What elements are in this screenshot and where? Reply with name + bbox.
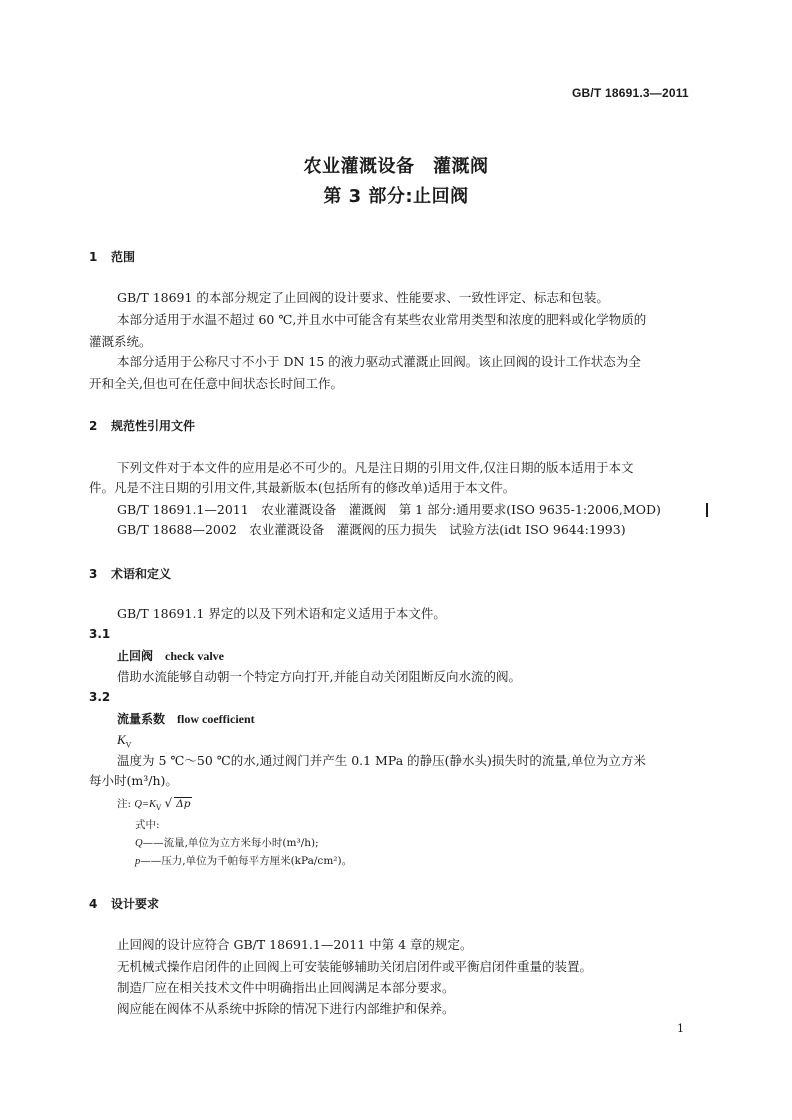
variable-description: ——流量,单位为立方米每小时(m³/h);: [142, 837, 319, 849]
term-chinese: 止回阀: [117, 649, 154, 663]
paragraph-continuation: 开和全关,但也可在任意中间状态长时间工作。: [89, 376, 343, 391]
section-1-heading: [89, 248, 135, 265]
term-definition-continuation: 每小时(m³/h)。: [89, 773, 178, 788]
note-where: 式中:: [135, 819, 160, 831]
variable-symbol: p: [135, 856, 141, 867]
paragraph: 阀应能在阀体不从系统中拆除的情况下进行内部维护和保养。: [117, 1001, 455, 1016]
page-number: 1: [677, 1022, 684, 1035]
document-subtitle: 第 3 部分:止回阀: [323, 186, 469, 207]
term-entry: [117, 647, 224, 664]
paragraph: 无机械式操作启闭件的止回阀上可安装能够辅助关闭启闭件或平衡启闭件重量的装置。: [117, 959, 593, 974]
symbol-subscript: V: [125, 740, 132, 750]
note-label: 注:: [117, 798, 132, 810]
section-title: 规范性引用文件: [111, 419, 196, 433]
paragraph-continuation: 灌溉系统。: [89, 334, 152, 349]
paragraph: GB/T 18691 的本部分规定了止回阀的设计要求、性能要求、一致性评定、标志和包装。: [117, 290, 609, 305]
symbol-k: K: [117, 732, 126, 747]
section-3-heading: [89, 565, 171, 582]
term-definition: 借助水流能够自动朝一个特定方向打开,并能自动关闭阻断反向水流的阀。: [117, 669, 521, 684]
section-number: 2: [89, 419, 98, 433]
section-number: 1: [89, 250, 98, 264]
note-formula: 注: $Q=K_V$ √ Δp: [117, 796, 191, 813]
section-title: 术语和定义: [111, 567, 172, 581]
section-2-heading: [89, 417, 195, 434]
paragraph-continuation: 件。凡是不注日期的引用文件,其最新版本(包括所有的修改单)适用于本文件。: [89, 480, 516, 495]
paragraph: 本部分适用于公称尺寸不小于 DN 15 的液力驱动式灌溉止回阀。该止回阀的设计工作状态为全: [117, 354, 641, 369]
section-title: 设计要求: [111, 897, 160, 911]
variable-description: ——压力,单位为千帕每平方厘米(kPa/cm²)。: [140, 855, 353, 867]
formula-subscript: V: [156, 804, 162, 813]
section-title: 范围: [111, 250, 136, 264]
note-variable-q: [135, 835, 319, 850]
paragraph: 制造厂应在相关技术文件中明确指出止回阀满足本部分要求。: [117, 980, 455, 995]
variable-symbol: Q: [135, 838, 143, 849]
term-english: check valve: [165, 649, 225, 663]
paragraph: 下列文件对于本文件的应用是必不可少的。凡是注日期的引用文件,仅注日期的版本适用于本文: [117, 460, 634, 475]
term-number: 3.1: [89, 627, 111, 641]
revision-bar: [706, 503, 708, 517]
document-title: 农业灌溉设备 灌溉阀: [303, 156, 489, 177]
term-entry: [117, 710, 255, 727]
section-4-heading: [89, 895, 159, 912]
term-english: flow coefficient: [177, 712, 255, 726]
paragraph: 止回阀的设计应符合 GB/T 18691.1—2011 中第 4 章的规定。: [117, 937, 473, 952]
section-number: 4: [89, 897, 98, 911]
term-chinese: 流量系数: [117, 712, 166, 726]
note-variable-p: [135, 853, 352, 868]
formula-lhs: Q=K: [134, 799, 157, 810]
standard-number: GB/T 18691.3—2011: [572, 86, 689, 100]
paragraph: GB/T 18691.1 界定的以及下列术语和定义适用于本文件。: [117, 606, 446, 621]
paragraph: 本部分适用于水温不超过 60 ℃,并且水中可能含有某些农业常用类型和浓度的肥料或化学物质的: [117, 312, 647, 327]
section-number: 3: [89, 567, 98, 581]
reference-item: GB/T 18691.1—2011 农业灌溉设备 灌溉阀 第 1 部分:通用要求(ISO 9635-1:2006,MOD): [117, 502, 661, 517]
term-definition: 温度为 5 ℃～50 ℃的水,通过阀门并产生 0.1 MPa 的静压(静水头)损失时的流量,单位为立方米: [117, 753, 646, 768]
term-number: 3.2: [89, 690, 111, 704]
reference-item: GB/T 18688—2002 农业灌溉设备 灌溉阀的压力损失 试验方法(idt ISO 9644:1993): [117, 522, 626, 537]
formula-root: Δp: [176, 798, 191, 810]
